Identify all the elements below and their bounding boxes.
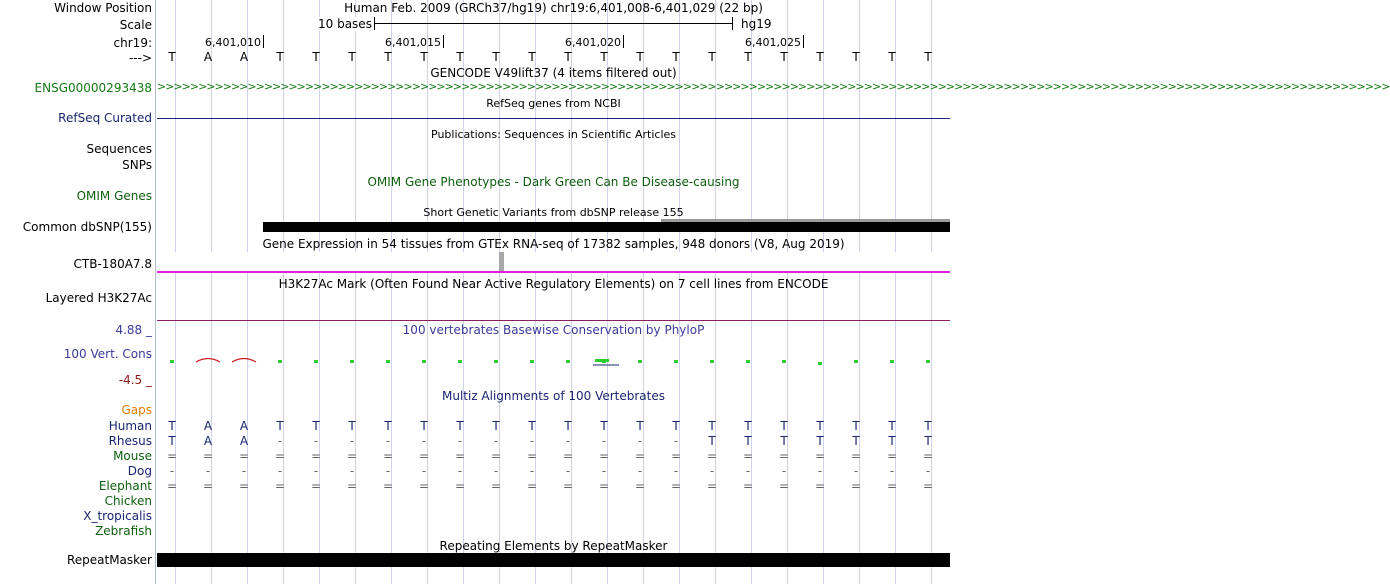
alignment-cell: = <box>490 449 502 463</box>
alignment-cell: = <box>742 449 754 463</box>
gtex-expression-bar[interactable] <box>499 252 504 271</box>
gencode-gene-label[interactable]: ENSG00000293438 <box>34 81 152 95</box>
phylop-positive-score <box>854 360 858 363</box>
species-label[interactable]: Human <box>108 419 152 433</box>
phylop-negative-score <box>196 359 220 363</box>
phylop-positive-score <box>746 360 750 363</box>
phylop-scale-min: -4.5 _ <box>118 373 152 387</box>
scale-bar-left-tick <box>374 17 375 30</box>
chrom-label: chr19: <box>113 36 152 50</box>
species-label[interactable]: X_tropicalis <box>83 509 152 523</box>
alignment-cell: = <box>346 449 358 463</box>
alignment-cell: = <box>598 479 610 493</box>
alignment-cell: - <box>313 464 319 478</box>
alignment-cell: - <box>493 464 499 478</box>
species-label[interactable]: Zebrafish <box>95 524 152 538</box>
alignment-cell: = <box>526 449 538 463</box>
alignment-cell: = <box>850 479 862 493</box>
alignment-cell: = <box>238 449 250 463</box>
base-letter: T <box>780 50 788 64</box>
h3k27ac-track-title[interactable]: H3K27Ac Mark (Often Found Near Active Regulatory Elements) on 7 cell lines from ENCODE <box>278 277 829 291</box>
alignment-cell: - <box>781 464 787 478</box>
alignment-cell: - <box>385 434 391 448</box>
alignment-cell: = <box>598 449 610 463</box>
alignment-cell: T <box>348 419 356 433</box>
phylop-positive-score <box>278 360 282 363</box>
refseq-track-title[interactable]: RefSeq genes from NCBI <box>486 97 621 110</box>
species-label[interactable]: Mouse <box>113 449 152 463</box>
alignment-cell: A <box>239 419 249 433</box>
alignment-cell: = <box>382 479 394 493</box>
alignment-cell: = <box>418 449 430 463</box>
base-letter: T <box>744 50 752 64</box>
base-letter: A <box>203 50 213 64</box>
window-position-label: Window Position <box>54 1 152 15</box>
base-letter: T <box>888 50 896 64</box>
alignment-cell: - <box>529 434 535 448</box>
alignment-cell: = <box>274 449 286 463</box>
base-letter: T <box>600 50 608 64</box>
gtex-expression-area[interactable] <box>157 252 950 271</box>
base-letter: T <box>816 50 824 64</box>
alignment-cell: T <box>816 419 824 433</box>
alignment-cell: T <box>528 419 536 433</box>
alignment-cell: - <box>601 464 607 478</box>
phylop-positive-score <box>638 360 642 363</box>
repeatmasker-element-bar[interactable] <box>157 553 950 567</box>
position-tick <box>443 35 444 48</box>
phylop-feature <box>595 359 609 362</box>
refseq-gene-line[interactable] <box>157 118 950 119</box>
phylop-positive-score <box>674 360 678 363</box>
alignment-cell: T <box>888 434 896 448</box>
alignment-cell: = <box>850 449 862 463</box>
alignment-cell: = <box>418 479 430 493</box>
phylop-positive-score <box>530 360 534 363</box>
alignment-cell: T <box>852 419 860 433</box>
alignment-cell: = <box>310 449 322 463</box>
alignment-cell: = <box>886 479 898 493</box>
alignment-cell: T <box>816 434 824 448</box>
alignment-cell: - <box>709 464 715 478</box>
position-label: 6,401,020 <box>565 36 621 49</box>
alignment-cell: = <box>490 479 502 493</box>
alignment-cell: - <box>529 464 535 478</box>
alignment-cell: - <box>313 434 319 448</box>
position-tick <box>263 35 264 48</box>
alignment-cell: T <box>168 434 176 448</box>
base-letter: A <box>239 50 249 64</box>
alignment-cell: - <box>241 464 247 478</box>
alignment-cell: - <box>493 434 499 448</box>
h3k27ac-top-line <box>157 271 950 273</box>
alignment-cell: T <box>744 434 752 448</box>
alignment-cell: T <box>636 419 644 433</box>
alignment-cell: T <box>708 434 716 448</box>
alignment-cell: = <box>670 449 682 463</box>
alignment-cell: A <box>239 434 249 448</box>
scale-label: Scale <box>119 18 152 32</box>
gtex-track-title[interactable]: Gene Expression in 54 tissues from GTEx RNA-seq of 17382 samples, 948 donors (V8, Aug 2019) <box>262 237 845 251</box>
omim-track-label[interactable]: OMIM Genes <box>76 189 152 203</box>
alignment-cell: T <box>780 434 788 448</box>
alignment-cell: T <box>924 419 932 433</box>
alignment-cell: = <box>706 479 718 493</box>
base-letter: T <box>420 50 428 64</box>
phylop-wiggle[interactable] <box>157 350 950 372</box>
alignment-cell: = <box>382 449 394 463</box>
strand-label: ---> <box>128 51 152 65</box>
alignment-cell: = <box>454 449 466 463</box>
alignment-cell: - <box>673 434 679 448</box>
alignment-cell: = <box>166 479 178 493</box>
alignment-cell: - <box>925 464 931 478</box>
alignment-cell: = <box>166 449 178 463</box>
phylop-positive-score <box>926 360 930 363</box>
position-label: 6,401,025 <box>745 36 801 49</box>
alignment-cell: = <box>922 449 934 463</box>
scale-bar-right-tick <box>732 17 733 30</box>
base-letter: T <box>456 50 464 64</box>
sequences-track-label[interactable]: Sequences <box>86 142 152 156</box>
alignment-cell: - <box>457 464 463 478</box>
alignment-cell: - <box>565 464 571 478</box>
omim-track-title[interactable]: OMIM Gene Phenotypes - Dark Green Can Be Disease-causing <box>367 175 740 189</box>
alignment-cell: = <box>274 479 286 493</box>
multiz-track-title[interactable]: Multiz Alignments of 100 Vertebrates <box>441 389 666 403</box>
alignment-cell: - <box>853 464 859 478</box>
phylop-positive-score <box>566 360 570 363</box>
alignment-cell: T <box>276 419 284 433</box>
base-letter: T <box>564 50 572 64</box>
base-letter: T <box>312 50 320 64</box>
base-letter: T <box>348 50 356 64</box>
alignment-cell: = <box>814 449 826 463</box>
alignment-cell: - <box>457 434 463 448</box>
h3k27ac-baseline <box>157 320 950 321</box>
snps-track-label[interactable]: SNPs <box>122 158 152 172</box>
base-letter: T <box>636 50 644 64</box>
alignment-cell: - <box>169 464 175 478</box>
alignment-cell: - <box>673 464 679 478</box>
phylop-positive-score <box>314 360 318 363</box>
dbsnp-track-title[interactable]: Short Genetic Variants from dbSNP release 155 <box>423 206 684 219</box>
alignment-cell: - <box>277 464 283 478</box>
alignment-cell: - <box>637 434 643 448</box>
alignment-cell: T <box>744 419 752 433</box>
dbsnp-track-label[interactable]: Common dbSNP(155) <box>22 220 152 234</box>
base-letter: T <box>708 50 716 64</box>
species-label[interactable]: Chicken <box>104 494 152 508</box>
phylop-positive-score <box>386 360 390 363</box>
alignment-cell: - <box>745 464 751 478</box>
alignment-cell: T <box>492 419 500 433</box>
alignment-cell: = <box>814 479 826 493</box>
alignment-cell: T <box>888 419 896 433</box>
alignment-cell: = <box>778 449 790 463</box>
alignment-cell: T <box>456 419 464 433</box>
alignment-cell: = <box>238 479 250 493</box>
label-separator <box>155 0 156 584</box>
base-letter: T <box>276 50 284 64</box>
position-tick <box>803 35 804 48</box>
alignment-cell: = <box>202 479 214 493</box>
phylop-track-label[interactable]: 100 Vert. Cons <box>63 347 152 361</box>
h3k27ac-track-label[interactable]: Layered H3K27Ac <box>45 291 152 305</box>
alignment-cell: = <box>634 479 646 493</box>
alignment-cell: = <box>346 479 358 493</box>
base-letter: T <box>924 50 932 64</box>
alignment-cell: - <box>421 434 427 448</box>
position-tick <box>623 35 624 48</box>
alignment-cell: = <box>562 449 574 463</box>
alignment-cell: - <box>601 434 607 448</box>
phylop-scale-max: 4.88 _ <box>115 323 152 337</box>
alignment-cell: T <box>708 419 716 433</box>
position-label: 6,401,015 <box>385 36 441 49</box>
alignment-cell: = <box>310 479 322 493</box>
alignment-cell: = <box>562 479 574 493</box>
repeatmasker-track-title[interactable]: Repeating Elements by RepeatMasker <box>439 539 668 553</box>
alignment-cell: = <box>670 479 682 493</box>
phylop-positive-score <box>422 360 426 363</box>
alignment-cell: = <box>202 449 214 463</box>
alignment-cell: T <box>564 419 572 433</box>
alignment-cell: = <box>886 449 898 463</box>
alignment-cell: - <box>385 464 391 478</box>
base-letter: T <box>492 50 500 64</box>
phylop-positive-score <box>818 362 822 365</box>
phylop-positive-score <box>350 360 354 363</box>
alignment-cell: = <box>778 479 790 493</box>
alignment-cell: T <box>600 419 608 433</box>
phylop-positive-score <box>710 360 714 363</box>
species-label[interactable]: Elephant <box>98 479 152 493</box>
scale-assembly: hg19 <box>741 17 772 31</box>
base-letter: T <box>528 50 536 64</box>
alignment-cell: T <box>420 419 428 433</box>
alignment-cell: = <box>742 479 754 493</box>
scale-bar <box>374 23 732 24</box>
alignment-cell: - <box>889 464 895 478</box>
alignment-cell: = <box>526 479 538 493</box>
gencode-gene-feature[interactable]: >>>>>>>>>>>>>>>>>>>>>>>>>>>>>>>>>>>>>>>>>>>>>>>>>>>>>>>>>>>>>>>>>>>>>>>>>>>>>>>>>>>>>>>>>>>>>>>>>>>>>>>>>>>>>>>>>>>>>>>>>>>>>>>>>>>>>>>>>>>>>>>>>>>>>> <box>157 80 1390 93</box>
alignment-cell: - <box>817 464 823 478</box>
scale-value: 10 bases <box>318 17 372 31</box>
dbsnp-variant-bar[interactable] <box>263 222 950 232</box>
alignment-cell: = <box>634 449 646 463</box>
refseq-track-label[interactable]: RefSeq Curated <box>58 111 152 125</box>
gaps-label: Gaps <box>121 403 152 417</box>
base-letter: T <box>384 50 392 64</box>
species-label[interactable]: Rhesus <box>108 434 152 448</box>
phylop-negative-score <box>232 359 256 363</box>
dbsnp-variant-bar-secondary[interactable] <box>661 219 950 222</box>
alignment-cell: - <box>349 464 355 478</box>
phylop-track-title[interactable]: 100 vertebrates Basewise Conservation by PhyloP <box>402 323 705 337</box>
position-label: 6,401,010 <box>205 36 261 49</box>
alignment-cell: A <box>203 434 213 448</box>
gtex-track-label[interactable]: CTB-180A7.8 <box>73 257 152 271</box>
alignment-cell: T <box>312 419 320 433</box>
window-position-value[interactable]: Human Feb. 2009 (GRCh37/hg19) chr19:6,401,008-6,401,029 (22 bp) <box>344 1 763 15</box>
phylop-positive-score <box>458 360 462 363</box>
phylop-positive-score <box>170 360 174 363</box>
alignment-cell: T <box>852 434 860 448</box>
gencode-track-title[interactable]: GENCODE V49lift37 (4 items filtered out) <box>430 66 677 80</box>
phylop-positive-score <box>782 360 786 363</box>
alignment-cell: - <box>349 434 355 448</box>
publications-track-title[interactable]: Publications: Sequences in Scientific Articles <box>431 128 676 141</box>
species-label[interactable]: Dog <box>127 464 152 478</box>
alignment-cell: - <box>205 464 211 478</box>
base-letter: T <box>672 50 680 64</box>
alignment-cell: T <box>924 434 932 448</box>
base-letter: T <box>852 50 860 64</box>
base-letter: T <box>168 50 176 64</box>
alignment-cell: T <box>384 419 392 433</box>
alignment-cell: T <box>780 419 788 433</box>
alignment-cell: - <box>421 464 427 478</box>
alignment-cell: A <box>203 419 213 433</box>
alignment-cell: = <box>706 449 718 463</box>
alignment-cell: T <box>672 419 680 433</box>
alignment-cell: = <box>454 479 466 493</box>
alignment-cell: = <box>922 479 934 493</box>
phylop-positive-score <box>890 360 894 363</box>
repeatmasker-track-label[interactable]: RepeatMasker <box>66 553 152 567</box>
alignment-cell: - <box>637 464 643 478</box>
alignment-cell: - <box>565 434 571 448</box>
alignment-cell: - <box>277 434 283 448</box>
alignment-cell: T <box>168 419 176 433</box>
phylop-positive-score <box>494 360 498 363</box>
